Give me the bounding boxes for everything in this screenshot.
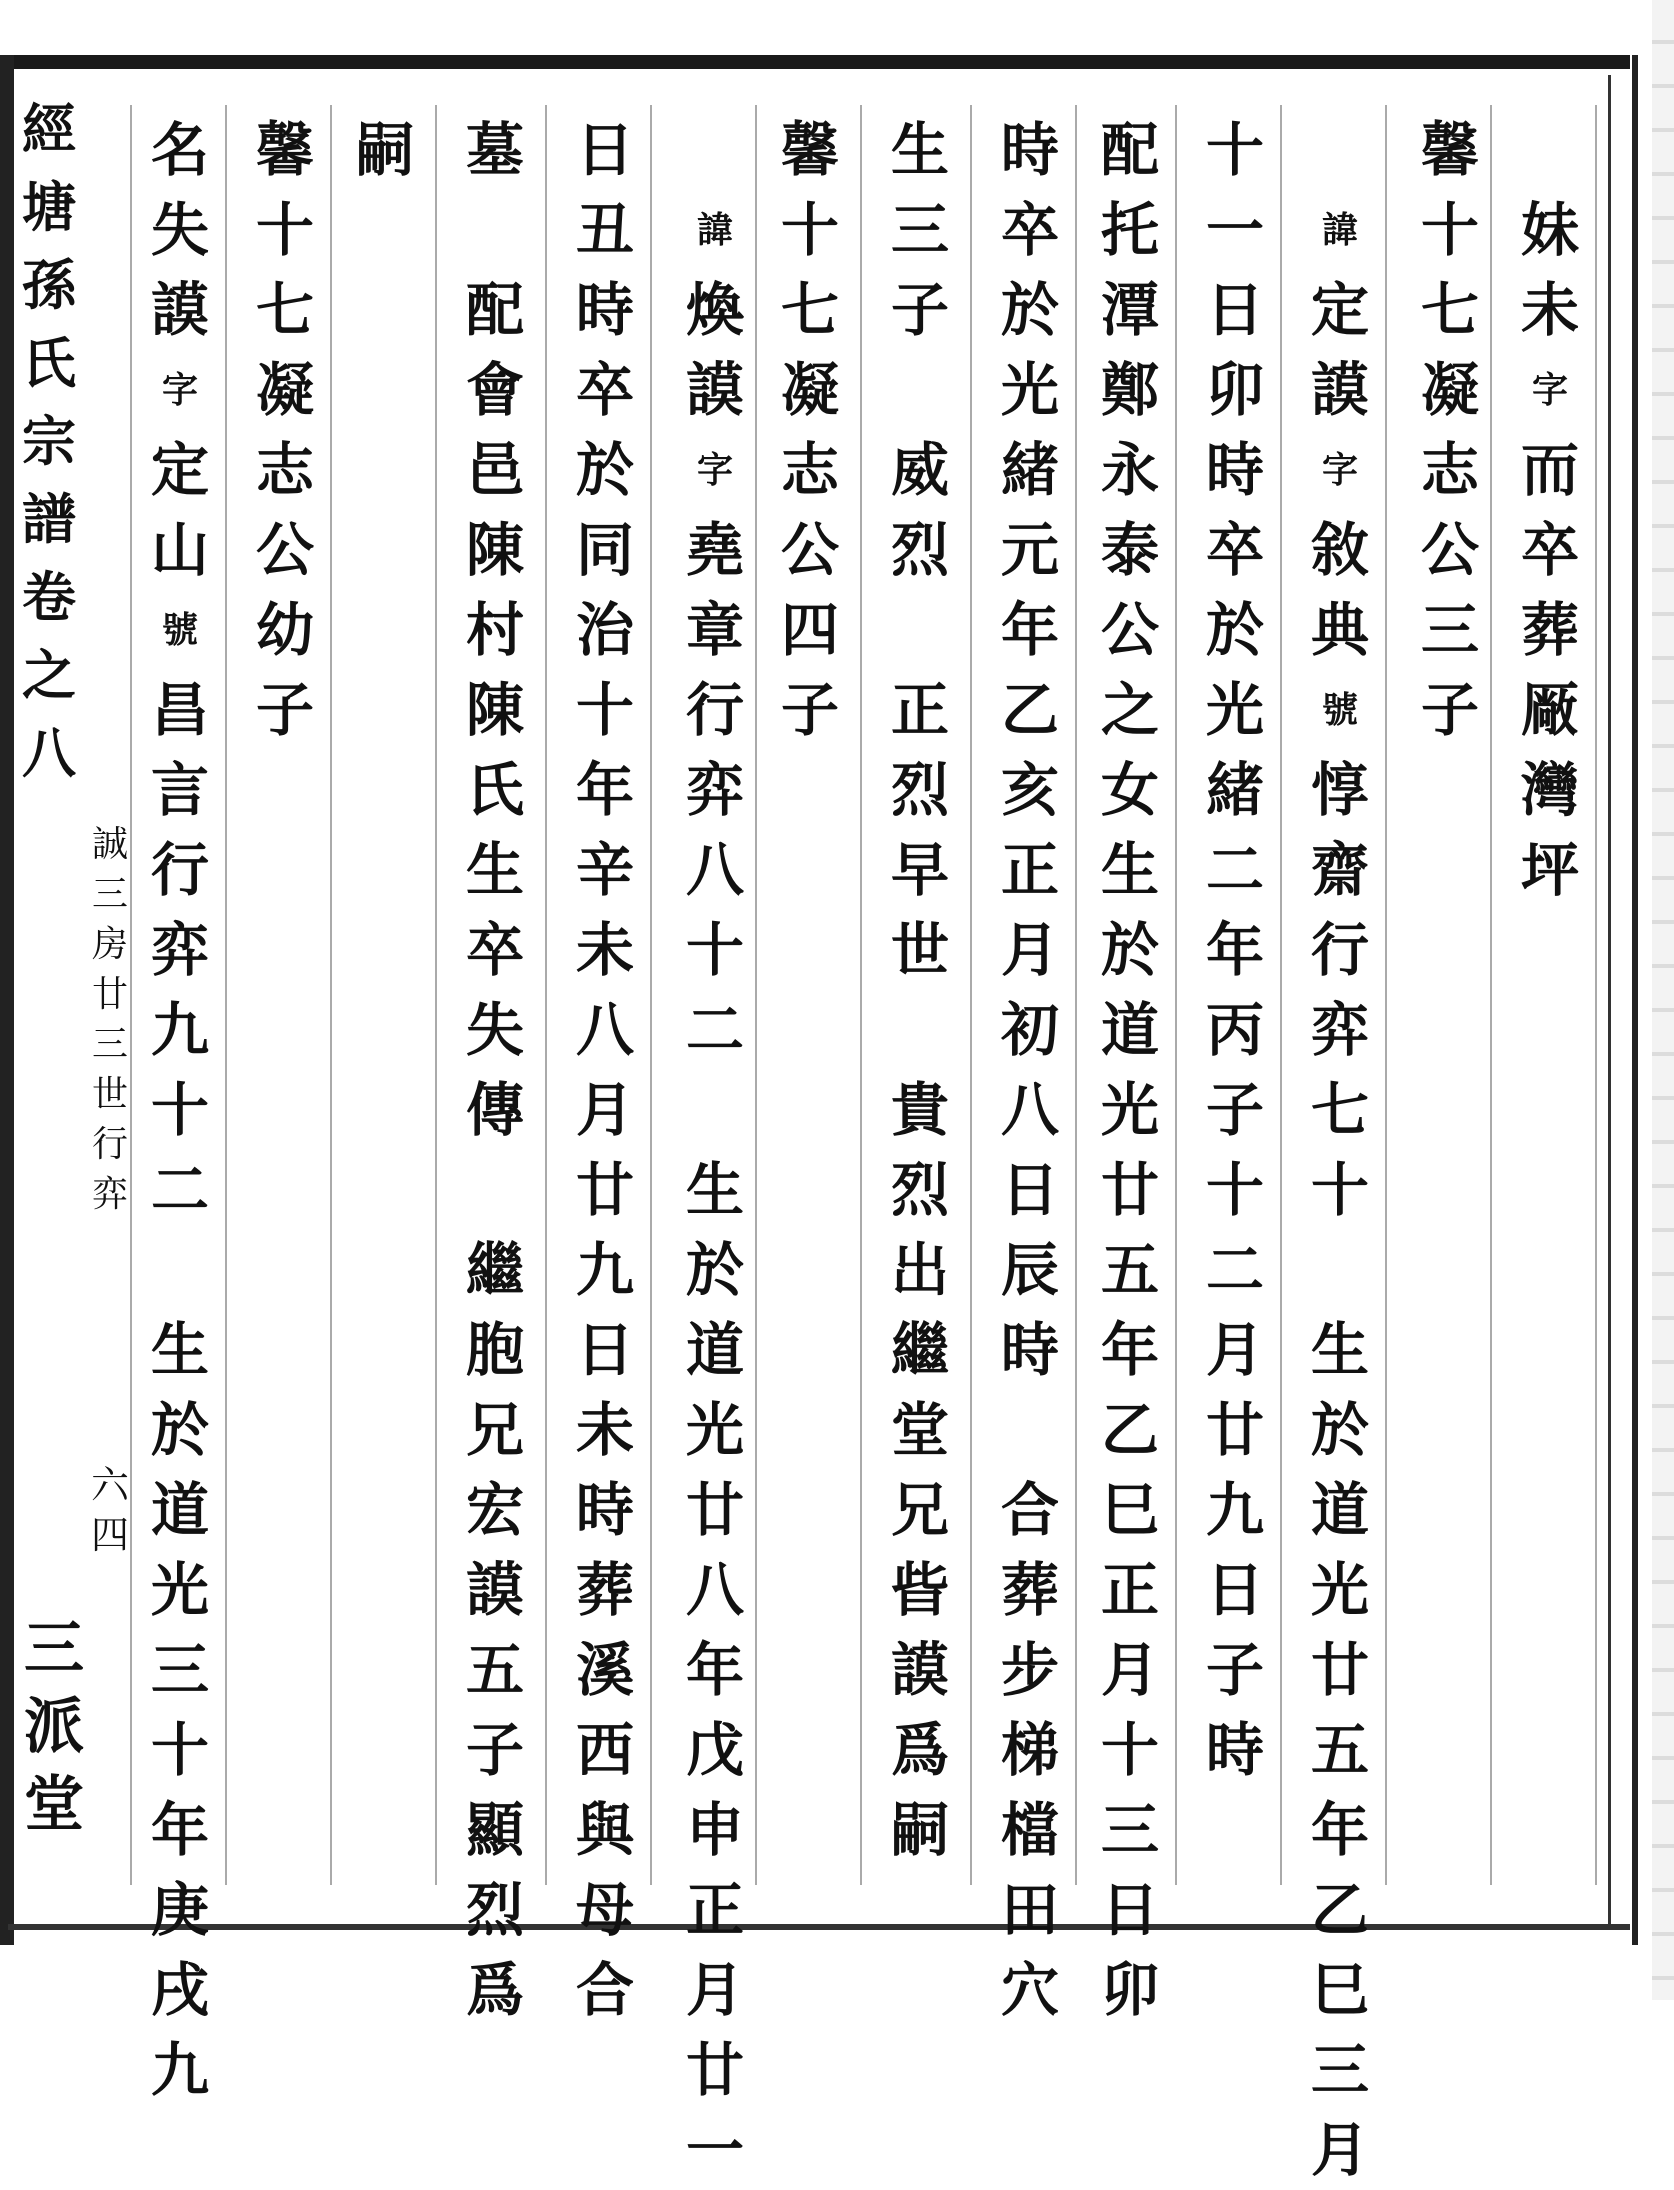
column-char: 月 [1000,916,1059,984]
column-char: 墓 [465,116,524,184]
column-char: 之 [1100,676,1159,744]
column-char: 會 [465,356,524,424]
page-number-char: 四 [90,1513,129,1557]
column-char: 月 [575,1076,634,1144]
column-char: 日 [1205,276,1264,344]
column-char: 光 [1100,1076,1159,1144]
column-rule [435,105,437,1885]
column-char: 檔 [1000,1796,1059,1864]
column-char: 時 [1205,436,1264,504]
column-char: 志 [255,436,314,504]
column-char: 光 [1000,356,1059,424]
column-char: 貴 [890,1076,949,1144]
column-char: 一 [1205,196,1264,264]
column-char: 同 [575,516,634,584]
column-char: 烈 [890,516,949,584]
column-char: 道 [150,1476,209,1544]
column-char: 號 [161,609,198,651]
column-char: 道 [1100,996,1159,1064]
column-char: 八 [1000,1076,1059,1144]
column-char: 緒 [1000,436,1059,504]
column-char: 子 [780,676,839,744]
column-char: 三 [1310,2036,1369,2104]
left-border [0,55,14,1945]
book-title-char: 之 [22,643,76,707]
column-char: 弈 [685,756,744,824]
column-char: 永 [1100,436,1159,504]
column-char: 十 [780,196,839,264]
column-char: 申 [685,1796,744,1864]
column-char: 謨 [150,276,209,344]
column-char: 早 [890,836,949,904]
column-char: 子 [465,1716,524,1784]
column-char: 堯 [685,516,744,584]
column-char: 丙 [1205,996,1264,1064]
column-char: 顯 [465,1796,524,1864]
column-char: 三 [150,1636,209,1704]
column-char: 時 [575,276,634,344]
column-char: 爲 [890,1716,949,1784]
column-char: 卯 [1100,1956,1159,2024]
hall-name-char: 派 [24,1692,84,1762]
column-char: 巳 [1100,1476,1159,1544]
column-char: 十 [255,196,314,264]
column-char: 道 [685,1316,744,1384]
column-char: 初 [1000,996,1059,1064]
column-char: 亥 [1000,756,1059,824]
column-char: 馨 [255,116,314,184]
column-char: 治 [575,596,634,664]
column-char: 月 [1205,1316,1264,1384]
column-char: 月 [685,1956,744,2024]
right-inner-border [1608,75,1611,1925]
hall-name-char: 堂 [24,1770,84,1840]
book-title-char: 塘 [22,175,76,239]
column-char: 傳 [465,1076,524,1144]
book-title-char: 八 [22,721,76,785]
column-char: 坪 [1520,836,1579,904]
column-char: 年 [685,1636,744,1704]
column-char: 諱 [696,209,733,251]
column-char: 年 [1100,1316,1159,1384]
column-char: 失 [150,196,209,264]
column-char: 爲 [465,1956,524,2024]
column-char: 威 [890,436,949,504]
hall-name-char: 三 [24,1614,84,1684]
column-char: 陳 [465,676,524,744]
column-char: 號 [1321,689,1358,731]
section-char: 三 [91,874,128,915]
section-char: 三 [91,1024,128,1065]
column-char: 日 [575,1316,634,1384]
column-char: 於 [575,436,634,504]
column-char: 戌 [150,1956,209,2024]
column-char: 公 [255,516,314,584]
column-char: 三 [1100,1796,1159,1864]
column-char: 七 [255,276,314,344]
column-char: 胞 [465,1316,524,1384]
column-char: 八 [685,836,744,904]
column-char: 妹 [1520,196,1579,264]
column-char: 年 [1000,596,1059,664]
column-char: 二 [685,996,744,1064]
section-char: 弈 [91,1174,128,1215]
column-char: 弈 [1310,996,1369,1064]
column-char: 五 [1100,1236,1159,1304]
column-char: 年 [150,1796,209,1864]
column-char: 與 [575,1796,634,1864]
column-char: 未 [575,916,634,984]
column-char: 溪 [575,1636,634,1704]
column-char: 泰 [1100,516,1159,584]
column-char: 十 [1205,116,1264,184]
column-char: 馨 [780,116,839,184]
column-char: 光 [685,1396,744,1464]
column-char: 九 [575,1236,634,1304]
section-char: 世 [91,1074,128,1115]
column-char: 二 [1205,1236,1264,1304]
column-char: 行 [150,836,209,904]
column-char: 三 [890,196,949,264]
column-char: 諱 [1321,209,1358,251]
column-char: 女 [1100,756,1159,824]
column-char: 九 [1205,1476,1264,1544]
column-char: 於 [685,1236,744,1304]
column-char: 厰 [1520,676,1579,744]
column-char: 七 [1420,276,1479,344]
column-char: 月 [1310,2116,1369,2184]
right-border [1632,55,1638,1945]
column-char: 生 [890,116,949,184]
column-char: 步 [1000,1636,1059,1704]
text-column [1075,110,1185,2030]
column-char: 名 [150,116,209,184]
column-char: 世 [890,916,949,984]
column-char: 二 [1205,836,1264,904]
column-char: 光 [1205,676,1264,744]
column-char: 光 [150,1556,209,1624]
column-char: 惇 [1310,756,1369,824]
column-char: 四 [780,596,839,664]
column-char: 一 [685,2116,744,2184]
column-char: 廿 [1205,1396,1264,1464]
column-char: 田 [1000,1876,1059,1944]
column-char: 西 [575,1716,634,1784]
column-char: 十 [1310,1156,1369,1224]
column-char: 兄 [890,1476,949,1544]
column-char: 月 [1100,1636,1159,1704]
column-char: 陳 [465,516,524,584]
column-char: 公 [1100,596,1159,664]
column-char: 章 [685,596,744,664]
text-column [1395,110,1505,750]
column-char: 生 [1100,836,1159,904]
column-char: 日 [1205,1556,1264,1624]
column-char: 子 [1205,1636,1264,1704]
column-char: 配 [1100,116,1159,184]
column-char: 丑 [575,196,634,264]
column-char: 典 [1310,596,1369,664]
text-column [125,110,235,2110]
column-char: 弈 [150,916,209,984]
column-char: 五 [465,1636,524,1704]
text-column [1285,110,1395,2190]
column-char: 五 [1310,1716,1369,1784]
column-char: 公 [1420,516,1479,584]
column-char: 嗣 [355,116,414,184]
column-char: 二 [150,1156,209,1224]
column-char: 十 [685,916,744,984]
column-char: 葬 [1520,596,1579,664]
column-char: 敘 [1310,516,1369,584]
column-char: 子 [1420,676,1479,744]
text-column [230,110,340,750]
column-char: 謨 [1310,356,1369,424]
column-char: 字 [696,449,733,491]
column-char: 十 [1205,1156,1264,1224]
column-char: 言 [150,756,209,824]
column-char: 乙 [1000,676,1059,744]
text-column [550,110,660,2030]
column-char: 十 [575,676,634,744]
column-char: 於 [1310,1396,1369,1464]
column-char: 緒 [1205,756,1264,824]
column-char: 烈 [890,756,949,824]
column-char: 子 [1205,1076,1264,1144]
text-column [660,110,770,2190]
column-char: 葬 [575,1556,634,1624]
column-char: 堂 [890,1396,949,1464]
column-char: 辛 [575,836,634,904]
book-title-char: 氏 [22,331,76,395]
page-number-char: 六 [90,1463,129,1507]
column-char: 十 [1100,1716,1159,1784]
column-char: 合 [1000,1476,1059,1544]
text-column [1180,110,1290,1790]
column-char: 字 [161,369,198,411]
section-char: 房 [91,924,128,965]
book-title-char: 卷 [22,565,76,629]
column-char: 合 [575,1956,634,2024]
column-char: 宏 [465,1476,524,1544]
column-char: 邑 [465,436,524,504]
column-char: 行 [1310,916,1369,984]
column-char: 烈 [890,1156,949,1224]
column-char: 日 [575,116,634,184]
column-char: 失 [465,996,524,1064]
column-char: 齋 [1310,836,1369,904]
text-column [330,110,440,190]
column-char: 廿 [685,1476,744,1544]
column-char: 日 [1000,1156,1059,1224]
column-char: 而 [1520,436,1579,504]
column-char: 出 [890,1236,949,1304]
text-column [865,110,975,1870]
column-char: 定 [150,436,209,504]
book-title-char: 宗 [22,409,76,473]
column-char: 兄 [465,1396,524,1464]
column-char: 未 [1520,276,1579,344]
column-char: 卒 [1205,516,1264,584]
column-char: 於 [1100,916,1159,984]
column-char: 十 [150,1716,209,1784]
column-char: 十 [1420,196,1479,264]
column-char: 卒 [575,356,634,424]
column-char: 卒 [465,916,524,984]
column-char: 謨 [685,356,744,424]
column-char: 托 [1100,196,1159,264]
column-char: 子 [255,676,314,744]
section-char: 行 [91,1124,128,1165]
column-char: 公 [780,516,839,584]
hall-name [14,1610,94,1844]
column-char: 生 [150,1316,209,1384]
column-char: 潭 [1100,276,1159,344]
column-char: 年 [575,756,634,824]
column-char: 志 [1420,436,1479,504]
column-char: 凝 [255,356,314,424]
column-char: 廿 [1100,1156,1159,1224]
column-char: 正 [1100,1556,1159,1624]
column-char: 正 [890,676,949,744]
text-column [975,110,1085,2030]
column-char: 巳 [1310,1956,1369,2024]
text-column [755,110,865,750]
column-char: 道 [1310,1476,1369,1544]
column-char: 年 [1205,916,1264,984]
book-title-char: 譜 [22,487,76,551]
column-char: 八 [685,1556,744,1624]
column-char: 灣 [1520,756,1579,824]
column-char: 字 [1321,449,1358,491]
section-char: 廿 [91,974,128,1015]
column-char: 嗣 [890,1796,949,1864]
column-char: 繼 [890,1316,949,1384]
top-border [8,55,1630,69]
column-char: 三 [1420,596,1479,664]
column-char: 山 [150,516,209,584]
column-char: 字 [1531,369,1568,411]
page-edge [1652,0,1674,2000]
column-char: 七 [780,276,839,344]
column-char: 十 [150,1076,209,1144]
column-char: 九 [150,2036,209,2104]
column-char: 幼 [255,596,314,664]
column-char: 葬 [1000,1556,1059,1624]
column-char: 九 [150,996,209,1064]
column-char: 謨 [890,1636,949,1704]
column-char: 穴 [1000,1956,1059,2024]
column-char: 生 [685,1156,744,1224]
text-column [440,110,550,2030]
column-char: 凝 [780,356,839,424]
column-char: 正 [685,1876,744,1944]
column-char: 志 [780,436,839,504]
column-char: 煥 [685,276,744,344]
column-char: 辰 [1000,1236,1059,1304]
column-char: 廿 [685,2036,744,2104]
column-char: 烈 [465,1876,524,1944]
section-char: 誠 [91,824,128,865]
column-char: 年 [1310,1796,1369,1864]
column-char: 庚 [150,1876,209,1944]
column-char: 乙 [1310,1876,1369,1944]
column-char: 馨 [1420,116,1479,184]
column-char: 村 [465,596,524,664]
column-char: 時 [575,1476,634,1544]
column-char: 乙 [1100,1396,1159,1464]
column-char: 於 [1205,596,1264,664]
column-char: 日 [1100,1876,1159,1944]
column-char: 氏 [465,756,524,824]
column-char: 光 [1310,1556,1369,1624]
book-title-char: 孫 [22,253,76,317]
column-char: 時 [1205,1716,1264,1784]
column-char: 於 [1000,276,1059,344]
column-char: 元 [1000,516,1059,584]
column-char: 定 [1310,276,1369,344]
column-char: 昌 [150,676,209,744]
column-char: 生 [465,836,524,904]
column-char: 八 [575,996,634,1064]
column-char: 廿 [575,1156,634,1224]
text-column [1495,190,1605,910]
column-char: 子 [890,276,949,344]
column-char: 時 [1000,116,1059,184]
book-title-char: 經 [22,97,76,161]
column-char: 廿 [1310,1636,1369,1704]
column-char: 凝 [1420,356,1479,424]
column-char: 卯 [1205,356,1264,424]
column-char: 繼 [465,1236,524,1304]
book-title-margin [14,90,84,792]
column-char: 未 [575,1396,634,1464]
column-char: 鄭 [1100,356,1159,424]
column-char: 謨 [465,1556,524,1624]
column-char: 時 [1000,1316,1059,1384]
column-char: 戊 [685,1716,744,1784]
column-char: 正 [1000,836,1059,904]
column-char: 㫮 [890,1556,949,1624]
column-char: 卒 [1000,196,1059,264]
column-char: 生 [1310,1316,1369,1384]
column-char: 於 [150,1396,209,1464]
column-char: 七 [1310,1076,1369,1144]
column-char: 母 [575,1876,634,1944]
column-char: 梯 [1000,1716,1059,1784]
column-char: 行 [685,676,744,744]
column-char: 卒 [1520,516,1579,584]
column-char: 配 [465,276,524,344]
